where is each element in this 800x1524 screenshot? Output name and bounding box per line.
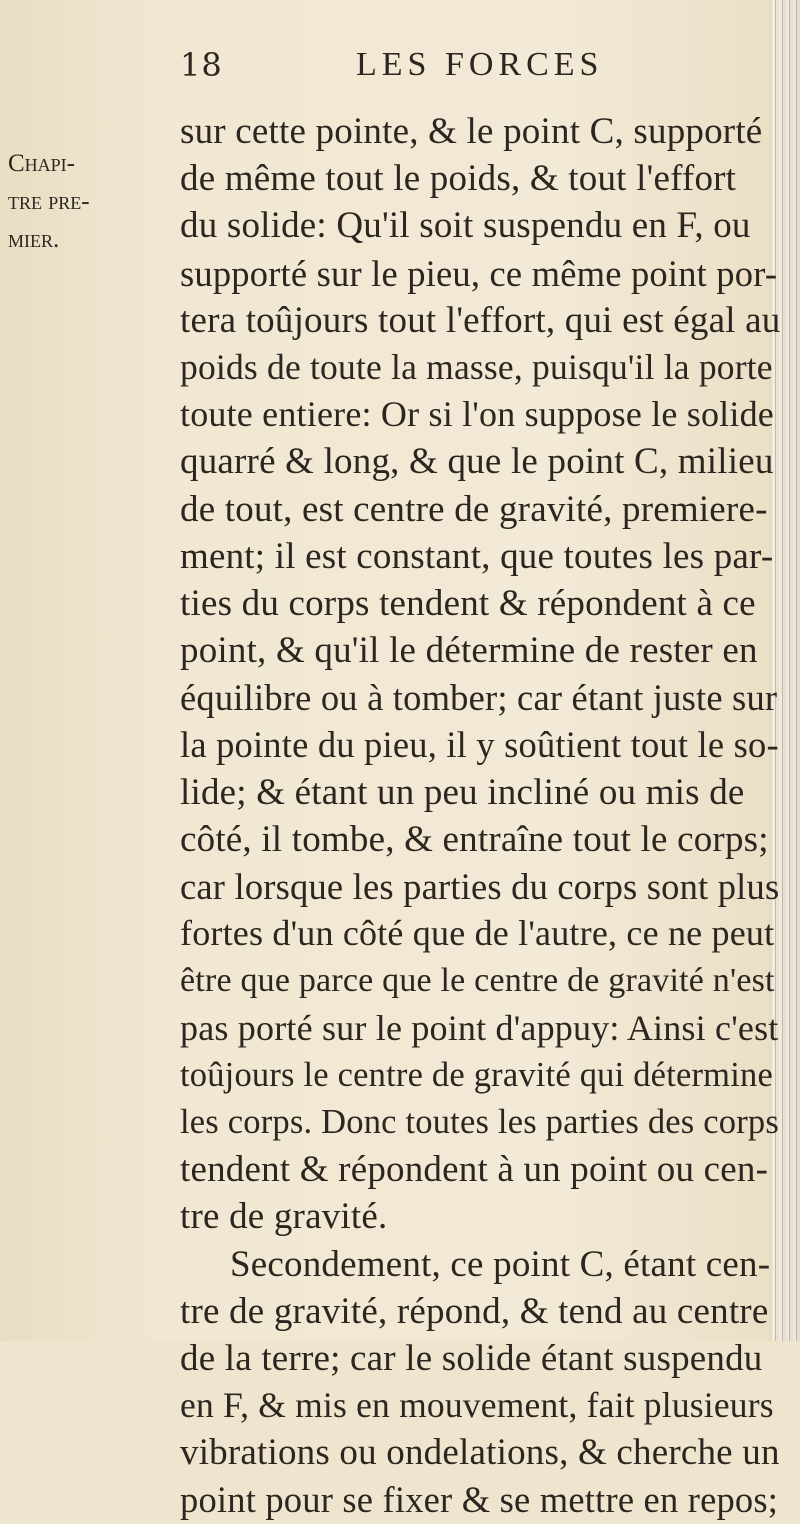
margin-note xyxy=(8,145,148,259)
text-line: ment; il est constant, que toutes les par- xyxy=(180,535,774,577)
running-title: LES FORCES xyxy=(356,46,604,83)
body-text xyxy=(180,108,780,1524)
text-line: être que parce que le centre de gravité n'est xyxy=(180,962,775,1000)
text-line: car lorsque les parties du corps sont plus xyxy=(180,866,780,907)
text-line: vibrations ou ondelations, & cherche un xyxy=(180,1432,780,1474)
margin-note-line: mier. xyxy=(8,226,60,253)
text-line: tera toûjours tout l'effort, qui est égal au xyxy=(180,299,781,341)
text-line: poids de toute la masse, puisqu'il la porte xyxy=(180,346,773,387)
page-header xyxy=(0,46,800,96)
margin-note-line: tre pre- xyxy=(8,188,90,215)
text-line: de la terre; car le solide étant suspendu xyxy=(180,1337,763,1379)
text-line: point pour se fixer & se mettre en repos; xyxy=(180,1479,779,1521)
text-line: lide; & étant un peu incliné ou mis de xyxy=(180,771,745,813)
text-line: ties du corps tendent & répondent à ce xyxy=(180,582,756,624)
text-line: toûjours le centre de gravité qui détermine xyxy=(180,1055,773,1094)
text-line: fortes d'un côté que de l'autre, ce ne peut xyxy=(180,913,775,954)
text-line: du solide: Qu'il soit suspendu en F, ou xyxy=(180,205,751,247)
text-line: toute entiere: Or si l'on suppose le solide xyxy=(180,394,774,435)
text-line: en F, & mis en mouvement, fait plusieurs xyxy=(180,1385,774,1426)
text-line: supporté sur le pieu, ce même point por- xyxy=(180,252,778,294)
margin-note-line: Chapi- xyxy=(8,150,76,177)
text-line: quarré & long, & que le point C, milieu xyxy=(180,441,774,483)
text-line: la pointe du pieu, il y soûtient tout le so- xyxy=(180,724,779,766)
text-line: côté, il tombe, & entraîne tout le corps; xyxy=(180,818,769,860)
text-line: sur cette pointe, & le point C, supporté xyxy=(180,111,763,152)
text-line: de même tout le poids, & tout l'effort xyxy=(180,158,737,200)
text-line: point, & qu'il le détermine de rester en xyxy=(180,630,758,672)
text-line: pas porté sur le point d'appuy: Ainsi c'est xyxy=(180,1007,779,1048)
text-line: les corps. Donc toutes les parties des corps xyxy=(180,1102,779,1141)
text-line: tre de gravité, répond, & tend au centre xyxy=(180,1290,769,1332)
text-line: de tout, est centre de gravité, premiere- xyxy=(180,488,768,530)
text-line: tendent & répondent à un point ou cen- xyxy=(180,1149,769,1191)
text-line: tre de gravité. xyxy=(180,1196,388,1238)
text-line: Secondement, ce point C, étant cen- xyxy=(230,1243,771,1285)
page-number: 18 xyxy=(180,46,223,84)
text-line: équilibre ou à tomber; car étant juste sur xyxy=(180,677,778,719)
